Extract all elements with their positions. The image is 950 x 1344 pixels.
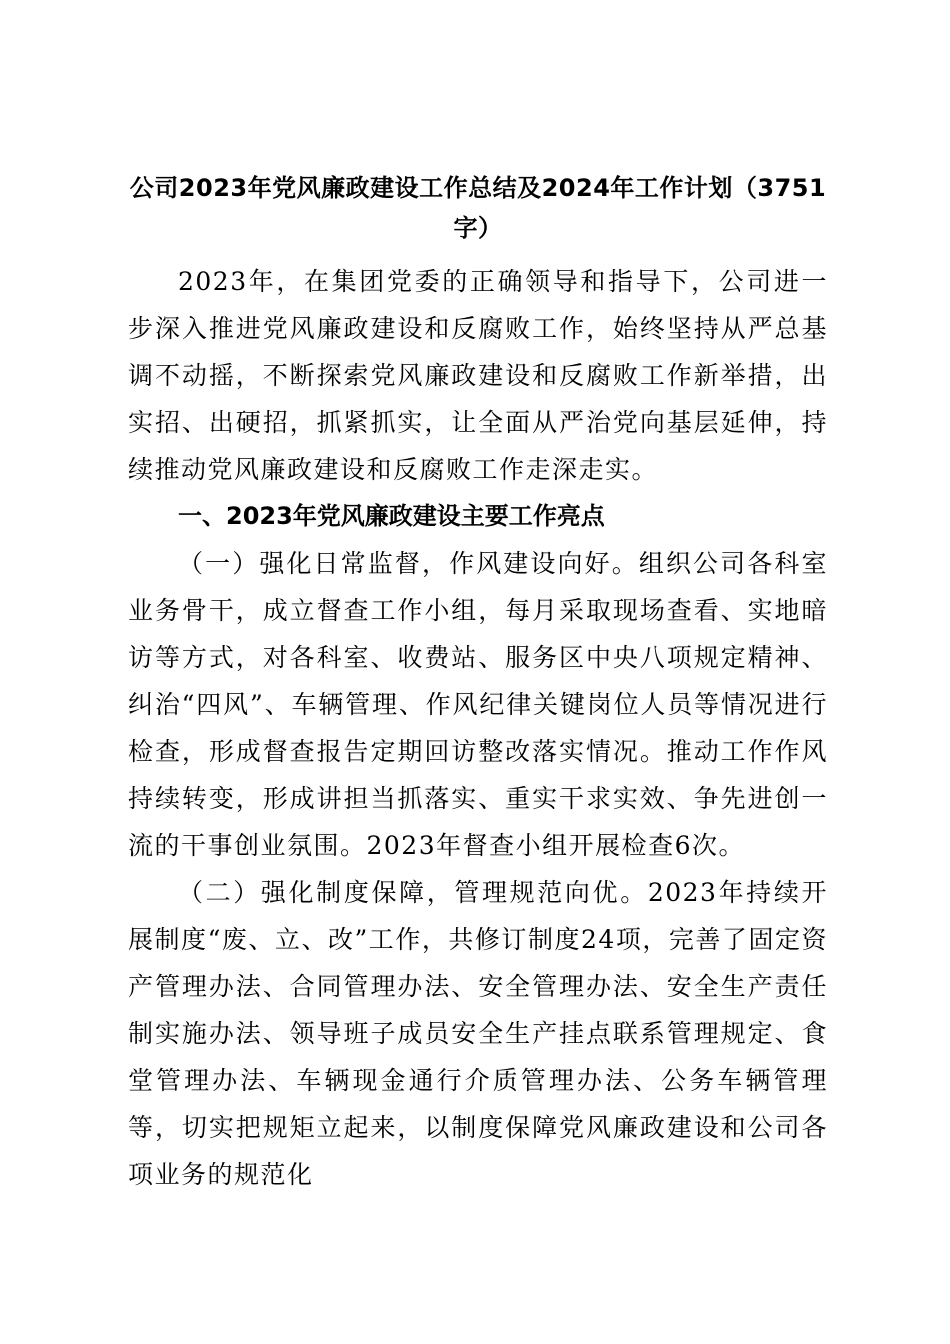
section-paragraph-1: （一）强化日常监督，作风建设向好。组织公司各科室业务骨干，成立督查工作小组，每月采取现场查看、实地暗访等方式，对各科室、收费站、服务区中央八项规定精神、纠治“四风”、车辆管理、作风纪律关键岗位人员等情况进行检查，形成督查报告定期回访整改落实情况。推动工作作风持续转变，形成讲担当抓落实、重实干求实效、争先进创一流的干事创业氛围。2023年督查小组开展检查6次。 [128, 549, 828, 860]
section-paragraph-2: （二）强化制度保障，管理规范向优。2023年持续开展制度“废、立、改”工作，共修订制度24项，完善了固定资产管理办法、合同管理办法、安全管理办法、安全生产责任制实施办法、领导班子成员安全生产挂点联系管理规定、食堂管理办法、车辆现金通行介质管理办法、公务车辆管理等，切实把规矩立起来，以制度保障党风廉政建设和公司各项业务的规范化 [128, 878, 828, 1189]
document-body [128, 168, 828, 1198]
intro-paragraph: 2023年，在集团党委的正确领导和指导下，公司进一步深入推进党风廉政建设和反腐败工作，始终坚持从严总基调不动摇，不断探索党风廉政建设和反腐败工作新举措，出实招、出硬招，抓紧抓实，让全面从严治党向基层延伸，持续推动党风廉政建设和反腐败工作走深走实。 [128, 267, 828, 484]
document-title: 公司2023年党风廉政建设工作总结及2024年工作计划（3751字） [129, 174, 827, 242]
spacer [128, 248, 828, 258]
section-heading: 一、2023年党风廉政建设主要工作亮点 [178, 502, 605, 530]
